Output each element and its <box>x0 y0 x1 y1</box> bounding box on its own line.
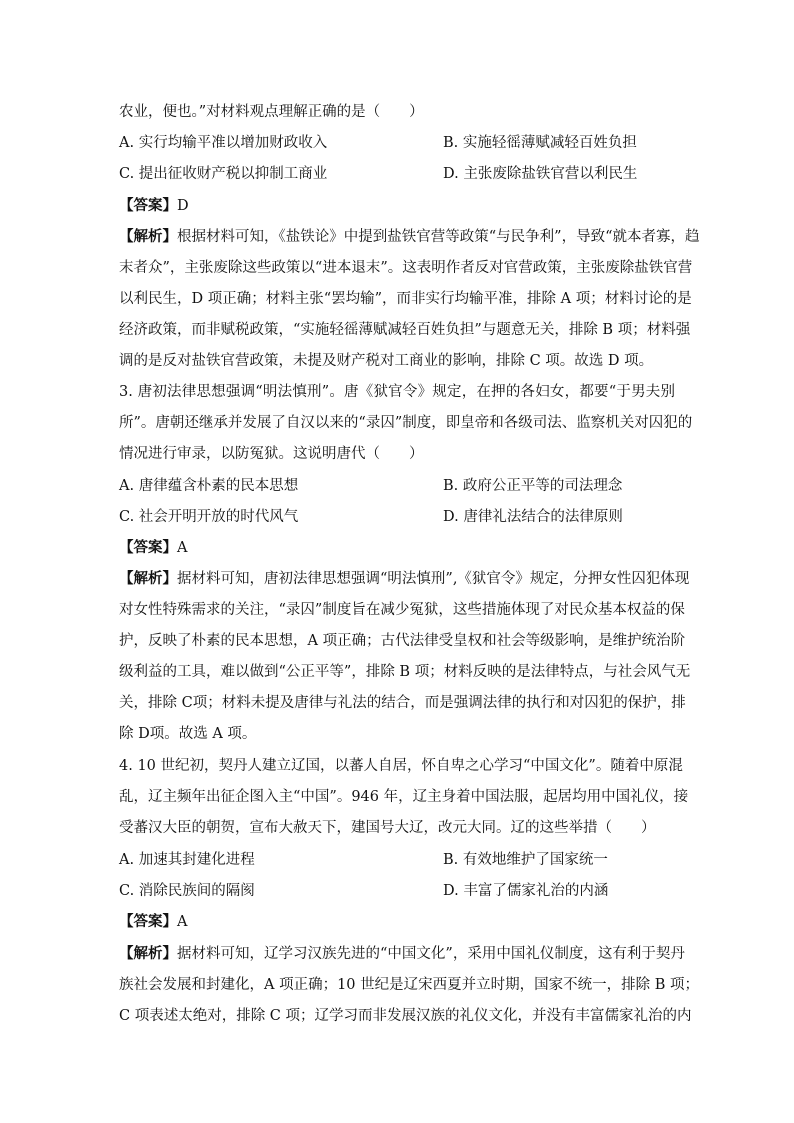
q3-option-a: A. 唐律蕴含朴素的民本思想 <box>119 478 299 494</box>
q2-option-b: B. 实施轻徭薄赋减轻百姓负担 <box>443 135 637 151</box>
q2-option-a: A. 实行均输平准以增加财政收入 <box>119 135 328 151</box>
q3-stem-line: 所”。唐朝还继承并发展了自汉以来的“录囚”制度，即皇帝和各级司法、监察机关对囚犯的 <box>119 415 693 431</box>
analysis-label: 【解析】 <box>119 945 177 962</box>
answer-label: 【答案】 <box>119 197 177 214</box>
q2-analysis-line: 经济政策，而非赋税政策，“实施轻徭薄赋减轻百姓负担”与题意无关，排除 B 项；材料强 <box>119 322 691 338</box>
q4-analysis-line: 族社会发展和封建化，A 项正确；10 世纪是辽宋西夏并立时期，国家不统一，排除 B 项； <box>119 977 700 993</box>
q3-analysis-line: 护，反映了朴素的民本思想，A 项正确；古代法律受皇权和社会等级影响，是维护统治阶 <box>119 633 686 649</box>
analysis-text: 据材料可知，辽学习汉族先进的“中国文化”，采用中国礼仪制度，这有利于契丹 <box>177 946 685 962</box>
answer-value: A <box>177 914 188 930</box>
q2-analysis-line: 调的是反对盐铁官营政策，未提及财产税对工商业的影响，排除 C 项。故选 D 项。 <box>119 353 654 369</box>
analysis-label: 【解析】 <box>119 228 177 245</box>
q2-answer <box>119 196 189 216</box>
q2-stem-tail: 农业，便也。”对材料观点理解正确的是（ ） <box>119 104 424 120</box>
q3-stem-line: 3. 唐初法律思想强调“明法慎刑”。唐《狱官令》规定，在押的各妇女，都要“于男夫别 <box>119 384 675 400</box>
answer-label: 【答案】 <box>119 539 177 556</box>
q4-option-d: D. 丰富了儒家礼治的内涵 <box>443 883 609 899</box>
q3-answer <box>119 538 187 558</box>
q3-analysis-line: 关，排除 C项；材料未提及唐律与礼法的结合，而是强调法律的执行和对囚犯的保护，排 <box>119 695 686 711</box>
q3-option-b: B. 政府公正平等的司法理念 <box>443 478 623 494</box>
q2-option-c: C. 提出征收财产税以抑制工商业 <box>119 166 328 182</box>
analysis-text: 根据材料可知，《盐铁论》中提到盐铁官营等政策“与民争利”，导致“就本者寡，趋 <box>177 229 700 245</box>
q3-option-d: D. 唐律礼法结合的法律原则 <box>443 509 623 525</box>
q3-option-c: C. 社会开明开放的时代风气 <box>119 509 299 525</box>
q4-stem-line: 乱，辽主频年出征企图入主“中国”。946 年，辽主身着中国法服，起居均用中国礼仪，接 <box>119 789 689 805</box>
q4-option-c: C. 消除民族间的隔阂 <box>119 883 255 899</box>
q4-analysis-line: C 项表述太绝对，排除 C 项；辽学习而非发展汉族的礼仪文化，并没有丰富儒家礼治的内 <box>119 1008 692 1024</box>
q4-stem-line: 受蕃汉大臣的朝贺，宣布大赦天下，建国号大辽，改元大同。辽的这些举措（ ） <box>119 820 656 836</box>
q3-stem-line: 情况进行审录，以防冤狱。这说明唐代（ ） <box>119 446 424 462</box>
q3-analysis-line <box>119 569 690 589</box>
q2-analysis-line: 以利民生，D 项正确；材料主张“罢均输”，而非实行均输平准，排除 A 项；材料讨论的是 <box>119 291 692 307</box>
q3-analysis-line: 除 D项。故选 A 项。 <box>119 726 257 742</box>
answer-value: D <box>177 198 189 214</box>
q4-option-a: A. 加速其封建化进程 <box>119 852 255 868</box>
analysis-label: 【解析】 <box>119 570 177 587</box>
q3-analysis-line: 级利益的工具，难以做到“公正平等”，排除 B 项；材料反映的是法律特点，与社会风气无 <box>119 664 691 680</box>
q2-option-d: D. 主张废除盐铁官营以利民生 <box>443 166 638 182</box>
answer-value: A <box>177 540 188 556</box>
analysis-text: 据材料可知，唐初法律思想强调“明法慎刑”,《狱官令》规定，分押女性囚犯体现 <box>177 571 690 587</box>
q4-analysis-line <box>119 944 685 964</box>
q4-answer <box>119 912 187 932</box>
answer-label: 【答案】 <box>119 913 177 930</box>
q3-analysis-line: 对女性特殊需求的关注，“录囚”制度旨在减少冤狱，这些措施体现了对民众基本权益的保 <box>119 602 685 618</box>
q4-stem-line: 4. 10 世纪初，契丹人建立辽国，以蕃人自居，怀自卑之心学习“中国文化”。随着中原混 <box>119 758 683 774</box>
q4-option-b: B. 有效地维护了国家统一 <box>443 852 608 868</box>
q2-analysis-line <box>119 227 700 247</box>
q2-analysis-line: 末者众”，主张废除这些政策以“进本退末”。这表明作者反对官营政策，主张废除盐铁官营 <box>119 260 693 276</box>
